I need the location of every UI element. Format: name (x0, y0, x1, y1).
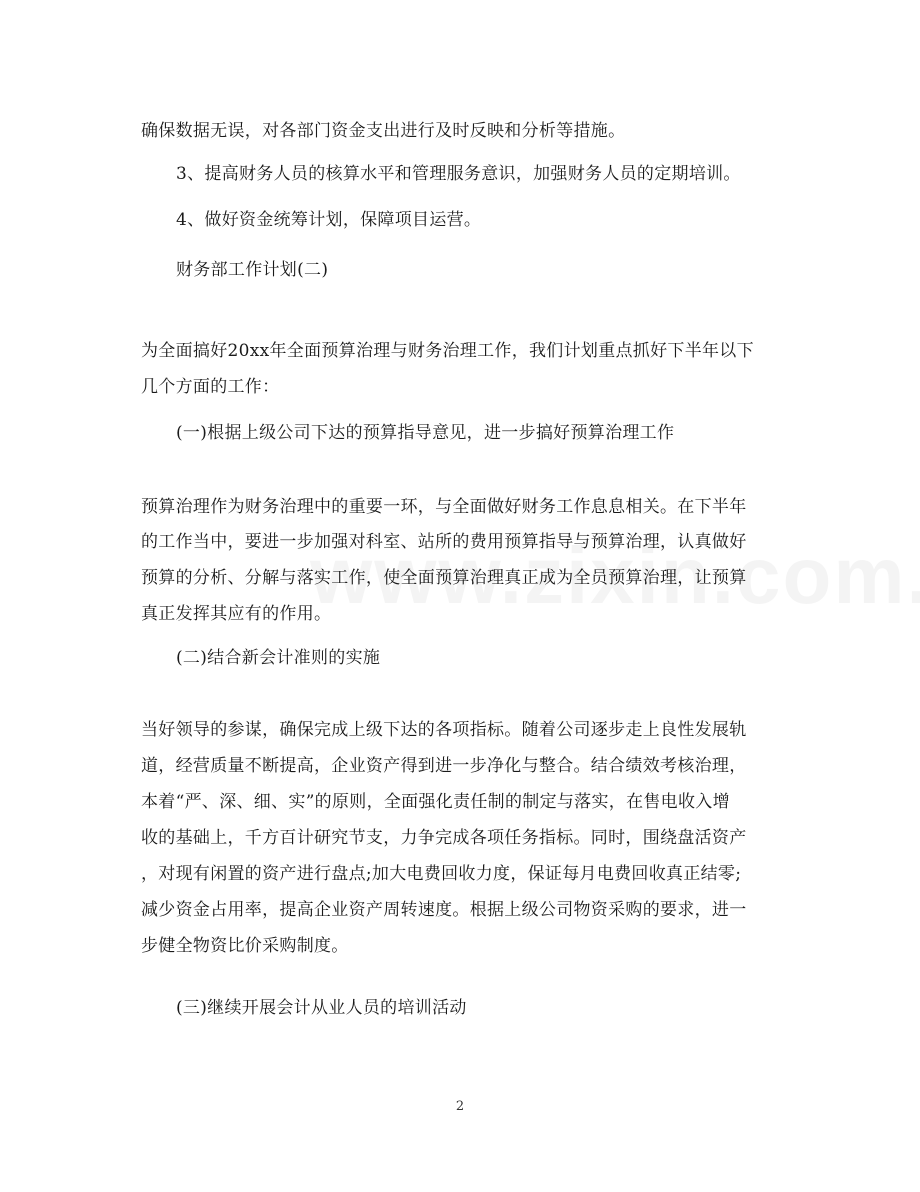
paragraph-line: 步健全物资比价采购制度。 (141, 936, 349, 956)
paragraph-line: 收的基础上，千方百计研究节支，力争完成各项任务指标。同时，围绕盘活资产 (141, 828, 747, 848)
paragraph-line: 确保数据无误，对各部门资金支出进行及时反映和分析等措施。 (141, 121, 626, 141)
paragraph-line: 为全面搞好20xx年全面预算治理与财务治理工作，我们计划重点抓好下半年以下 (141, 341, 754, 361)
paragraph-line: 预算治理作为财务治理中的重要一环，与全面做好财务工作息息相关。在下半年 (141, 497, 747, 517)
paragraph-line: 减少资金占用率，提高企业资产周转速度。根据上级公司物资采购的要求，进一 (141, 900, 747, 920)
paragraph-line: 当好领导的参谋，确保完成上级下达的各项指标。随着公司逐步走上良性发展轨 (141, 720, 747, 740)
list-item-3: 3、提高财务人员的核算水平和管理服务意识，加强财务人员的定期培训。 (176, 164, 741, 184)
paragraph-line: 的工作当中，要进一步加强对科室、站所的费用预算指导与预算治理，认真做好 (141, 532, 747, 552)
list-item-4: 4、做好资金统筹计划，保障项目运营。 (176, 210, 482, 230)
subsection-title-2: (二)结合新会计准则的实施 (176, 648, 381, 668)
paragraph-line: 本着“严、深、细、实”的原则，全面强化责任制的制定与落实，在售电收入增 (141, 792, 730, 812)
page-number: 2 (455, 1099, 465, 1114)
paragraph-line: 预算的分析、分解与落实工作，使全面预算治理真正成为全员预算治理，让预算 (141, 568, 747, 588)
paragraph-line: 真正发挥其应有的作用。 (141, 604, 332, 624)
paragraph-line: 道，经营质量不断提高，企业资产得到进一步净化与整合。结合绩效考核治理， (141, 756, 747, 776)
paragraph-line: 几个方面的工作： (141, 377, 280, 397)
paragraph-line: ，对现有闲置的资产进行盘点;加大电费回收力度，保证每月电费回收真正结零; (141, 864, 742, 884)
section-heading: 财务部工作计划(二) (176, 260, 329, 280)
subsection-title-3: (三)继续开展会计从业人员的培训活动 (176, 998, 467, 1018)
subsection-title-1: (一)根据上级公司下达的预算指导意见，进一步搞好预算治理工作 (176, 423, 675, 443)
